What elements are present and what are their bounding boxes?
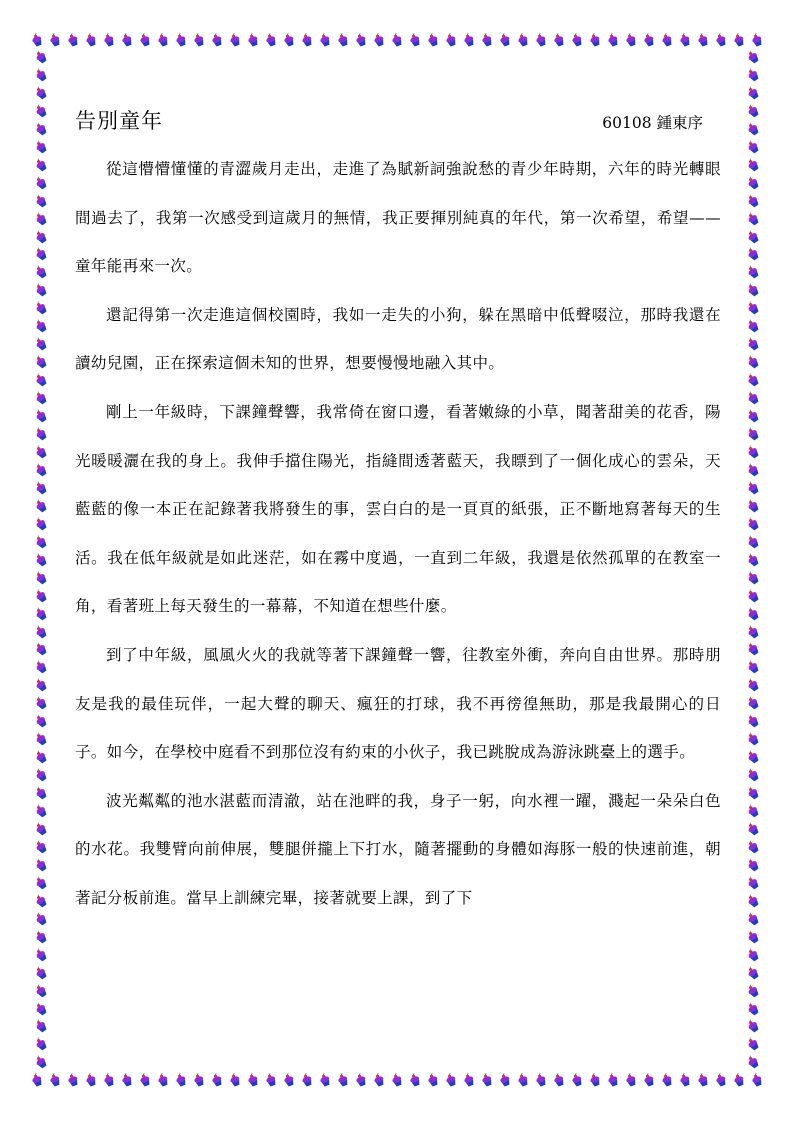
cupcake-icon — [746, 463, 760, 477]
cupcake-icon — [246, 33, 260, 47]
cupcake-icon — [746, 984, 760, 998]
cupcake-icon — [746, 607, 760, 621]
cupcake-icon — [750, 33, 764, 47]
cupcake-icon — [746, 499, 760, 513]
cupcake-icon — [84, 1073, 98, 1087]
cupcake-icon — [34, 1037, 48, 1051]
cupcake-icon — [34, 104, 48, 118]
cupcake-icon — [34, 158, 48, 172]
cupcake-icon — [138, 33, 152, 47]
cupcake-icon — [48, 33, 62, 47]
cupcake-icon — [746, 194, 760, 208]
cupcake-icon — [746, 768, 760, 782]
cupcake-icon — [746, 876, 760, 890]
cupcake-icon — [746, 247, 760, 261]
cupcake-icon — [300, 1073, 314, 1087]
cupcake-icon — [746, 553, 760, 567]
cupcake-icon — [34, 625, 48, 639]
cupcake-icon — [156, 1073, 170, 1087]
cupcake-icon — [746, 481, 760, 495]
cupcake-icon — [746, 86, 760, 100]
cupcake-icon — [34, 894, 48, 908]
cupcake-icon — [34, 337, 48, 351]
cupcake-icon — [174, 33, 188, 47]
cupcake-icon — [480, 1073, 494, 1087]
cupcake-icon — [228, 1073, 242, 1087]
cupcake-icon — [746, 912, 760, 926]
cupcake-icon — [34, 984, 48, 998]
cupcake-icon — [516, 33, 530, 47]
cupcake-icon — [34, 858, 48, 872]
cupcake-icon — [750, 1073, 764, 1087]
cupcake-icon — [34, 50, 48, 64]
cupcake-icon — [34, 445, 48, 459]
cupcake-icon — [138, 1073, 152, 1087]
cupcake-icon — [746, 445, 760, 459]
cupcake-icon — [34, 176, 48, 190]
cupcake-icon — [746, 660, 760, 674]
cupcake-icon — [746, 750, 760, 764]
cupcake-icon — [34, 463, 48, 477]
document-header — [75, 105, 721, 141]
page-border-top — [30, 30, 764, 50]
cupcake-icon — [48, 1073, 62, 1087]
cupcake-icon — [746, 571, 760, 585]
cupcake-icon — [714, 33, 728, 47]
cupcake-icon — [746, 1002, 760, 1016]
cupcake-icon — [746, 858, 760, 872]
page-border-right — [742, 50, 764, 1070]
cupcake-icon — [696, 33, 710, 47]
cupcake-icon — [34, 912, 48, 926]
cupcake-icon — [34, 409, 48, 423]
cupcake-icon — [264, 1073, 278, 1087]
cupcake-icon — [318, 33, 332, 47]
cupcake-icon — [746, 122, 760, 136]
cupcake-icon — [66, 33, 80, 47]
cupcake-icon — [498, 33, 512, 47]
cupcake-icon — [34, 840, 48, 854]
cupcake-icon — [746, 894, 760, 908]
paragraph: 還記得第一次走進這個校園時，我如一走失的小狗，躲在黑暗中低聲啜泣，那時我還在讀幼兒園，正在探索這個未知的世界，想要慢慢地融入其中。 — [75, 305, 721, 373]
cupcake-icon — [34, 230, 48, 244]
cupcake-icon — [354, 33, 368, 47]
cupcake-icon — [34, 876, 48, 890]
cupcake-icon — [642, 33, 656, 47]
cupcake-icon — [746, 140, 760, 154]
cupcake-icon — [34, 373, 48, 387]
cupcake-icon — [34, 786, 48, 800]
cupcake-icon — [606, 33, 620, 47]
cupcake-icon — [120, 33, 134, 47]
cupcake-icon — [746, 732, 760, 746]
cupcake-icon — [444, 1073, 458, 1087]
cupcake-icon — [210, 33, 224, 47]
cupcake-icon — [746, 355, 760, 369]
cupcake-icon — [624, 33, 638, 47]
document-title: 告別童年 — [75, 109, 163, 133]
cupcake-icon — [34, 1055, 48, 1069]
cupcake-icon — [696, 1073, 710, 1087]
cupcake-icon — [746, 625, 760, 639]
cupcake-icon — [84, 33, 98, 47]
cupcake-icon — [30, 33, 44, 47]
cupcake-icon — [34, 714, 48, 728]
cupcake-icon — [34, 427, 48, 441]
cupcake-icon — [746, 535, 760, 549]
cupcake-icon — [746, 212, 760, 226]
cupcake-icon — [120, 1073, 134, 1087]
cupcake-icon — [34, 660, 48, 674]
cupcake-icon — [660, 33, 674, 47]
cupcake-icon — [336, 1073, 350, 1087]
cupcake-icon — [462, 1073, 476, 1087]
cupcake-icon — [372, 1073, 386, 1087]
cupcake-icon — [372, 33, 386, 47]
cupcake-icon — [192, 33, 206, 47]
cupcake-icon — [34, 750, 48, 764]
cupcake-icon — [746, 804, 760, 818]
cupcake-icon — [714, 1073, 728, 1087]
cupcake-icon — [746, 1019, 760, 1033]
cupcake-icon — [390, 33, 404, 47]
cupcake-icon — [462, 33, 476, 47]
cupcake-icon — [228, 33, 242, 47]
cupcake-icon — [34, 499, 48, 513]
cupcake-icon — [746, 822, 760, 836]
cupcake-icon — [34, 212, 48, 226]
paragraph: 波光粼粼的池水湛藍而清澈，站在池畔的我，身子一躬，向水裡一躍，濺起一朵朵白色的水花。我雙臂向前伸展，雙腿併攏上下打水，隨著擺動的身體如海豚一般的快速前進，朝著記分板前進。當早上訓練完畢，接著就要上課，到了下 — [75, 791, 721, 907]
cupcake-icon — [336, 33, 350, 47]
cupcake-icon — [588, 1073, 602, 1087]
cupcake-icon — [552, 33, 566, 47]
cupcake-icon — [732, 1073, 746, 1087]
cupcake-icon — [34, 194, 48, 208]
cupcake-icon — [746, 678, 760, 692]
document-page — [75, 105, 721, 923]
cupcake-icon — [746, 517, 760, 531]
cupcake-icon — [34, 391, 48, 405]
paragraph: 從這懵懵懂懂的青澀歲月走出，走進了為賦新詞強說愁的青少年時期，六年的時光轉眼間過去了，我第一次感受到這歲月的無情，我正要揮別純真的年代，第一次希望，希望——童年能再來一次。 — [75, 160, 721, 276]
cupcake-icon — [282, 33, 296, 47]
cupcake-icon — [746, 642, 760, 656]
cupcake-icon — [534, 1073, 548, 1087]
cupcake-icon — [660, 1073, 674, 1087]
cupcake-icon — [746, 373, 760, 387]
page-border-bottom — [30, 1070, 764, 1090]
cupcake-icon — [34, 589, 48, 603]
cupcake-icon — [516, 1073, 530, 1087]
cupcake-icon — [746, 50, 760, 64]
cupcake-icon — [210, 1073, 224, 1087]
cupcake-icon — [746, 714, 760, 728]
cupcake-icon — [746, 840, 760, 854]
cupcake-icon — [34, 642, 48, 656]
cupcake-icon — [264, 33, 278, 47]
cupcake-icon — [606, 1073, 620, 1087]
cupcake-icon — [426, 1073, 440, 1087]
cupcake-icon — [746, 696, 760, 710]
cupcake-icon — [34, 283, 48, 297]
cupcake-icon — [746, 265, 760, 279]
cupcake-icon — [746, 68, 760, 82]
cupcake-icon — [34, 1002, 48, 1016]
cupcake-icon — [34, 732, 48, 746]
cupcake-icon — [746, 786, 760, 800]
cupcake-icon — [34, 68, 48, 82]
paragraph: 剛上一年級時，下課鐘聲響，我常倚在窗口邊，看著嫩綠的小草，聞著甜美的花香，陽光暖暖灑在我的身上。我伸手擋住陽光，指縫間透著藍天，我瞟到了一個化成心的雲朵，天藍藍的像一本正在記錄著我將發生的事，雲白白的是一頁頁的紙張，正不斷地寫著每天的生活。我在低年級就是如此迷茫，如在霧中度過，一直到二年級，我還是依然孤單的在教室一角，看著班上每天發生的一幕幕，不知道在想些什麼。 — [75, 402, 721, 616]
cupcake-icon — [102, 33, 116, 47]
document-author: 60108 鍾東序 — [602, 114, 703, 132]
cupcake-icon — [174, 1073, 188, 1087]
cupcake-icon — [570, 1073, 584, 1087]
cupcake-icon — [34, 1019, 48, 1033]
cupcake-icon — [746, 337, 760, 351]
cupcake-icon — [318, 1073, 332, 1087]
cupcake-icon — [746, 283, 760, 297]
page-border-left — [30, 50, 52, 1070]
cupcake-icon — [34, 948, 48, 962]
cupcake-icon — [746, 948, 760, 962]
cupcake-icon — [34, 355, 48, 369]
cupcake-icon — [34, 86, 48, 100]
cupcake-icon — [102, 1073, 116, 1087]
cupcake-icon — [34, 553, 48, 567]
cupcake-icon — [34, 822, 48, 836]
cupcake-icon — [498, 1073, 512, 1087]
cupcake-icon — [34, 607, 48, 621]
cupcake-icon — [678, 1073, 692, 1087]
cupcake-icon — [156, 33, 170, 47]
document-body — [75, 145, 721, 923]
cupcake-icon — [426, 33, 440, 47]
cupcake-icon — [34, 301, 48, 315]
cupcake-icon — [34, 535, 48, 549]
cupcake-icon — [34, 319, 48, 333]
cupcake-icon — [34, 804, 48, 818]
cupcake-icon — [34, 481, 48, 495]
cupcake-icon — [408, 33, 422, 47]
cupcake-icon — [746, 158, 760, 172]
cupcake-icon — [588, 33, 602, 47]
cupcake-icon — [34, 517, 48, 531]
cupcake-icon — [746, 301, 760, 315]
cupcake-icon — [552, 1073, 566, 1087]
cupcake-icon — [444, 33, 458, 47]
cupcake-icon — [746, 230, 760, 244]
cupcake-icon — [746, 1037, 760, 1051]
cupcake-icon — [678, 33, 692, 47]
cupcake-icon — [746, 966, 760, 980]
cupcake-icon — [34, 930, 48, 944]
cupcake-icon — [746, 391, 760, 405]
cupcake-icon — [66, 1073, 80, 1087]
cupcake-icon — [34, 678, 48, 692]
cupcake-icon — [408, 1073, 422, 1087]
cupcake-icon — [746, 427, 760, 441]
cupcake-icon — [30, 1073, 44, 1087]
cupcake-icon — [534, 33, 548, 47]
cupcake-icon — [34, 265, 48, 279]
cupcake-icon — [480, 33, 494, 47]
cupcake-icon — [246, 1073, 260, 1087]
cupcake-icon — [746, 319, 760, 333]
cupcake-icon — [642, 1073, 656, 1087]
cupcake-icon — [34, 966, 48, 980]
cupcake-icon — [34, 122, 48, 136]
cupcake-icon — [282, 1073, 296, 1087]
cupcake-icon — [192, 1073, 206, 1087]
cupcake-icon — [746, 589, 760, 603]
cupcake-icon — [354, 1073, 368, 1087]
cupcake-icon — [34, 768, 48, 782]
cupcake-icon — [732, 33, 746, 47]
cupcake-icon — [390, 1073, 404, 1087]
cupcake-icon — [624, 1073, 638, 1087]
cupcake-icon — [34, 140, 48, 154]
cupcake-icon — [34, 696, 48, 710]
cupcake-icon — [746, 1055, 760, 1069]
cupcake-icon — [746, 409, 760, 423]
cupcake-icon — [300, 33, 314, 47]
cupcake-icon — [570, 33, 584, 47]
paragraph: 到了中年級，風風火火的我就等著下課鐘聲一響，往教室外衝，奔向自由世界。那時朋友是我的最佳玩伴，一起大聲的聊天、瘋狂的打球，我不再徬徨無助，那是我最開心的日子。如今，在學校中庭看不到那位沒有約束的小伙子，我已跳脫成為游泳跳臺上的選手。 — [75, 645, 721, 762]
cupcake-icon — [34, 247, 48, 261]
cupcake-icon — [34, 571, 48, 585]
cupcake-icon — [746, 176, 760, 190]
cupcake-icon — [746, 104, 760, 118]
cupcake-icon — [746, 930, 760, 944]
